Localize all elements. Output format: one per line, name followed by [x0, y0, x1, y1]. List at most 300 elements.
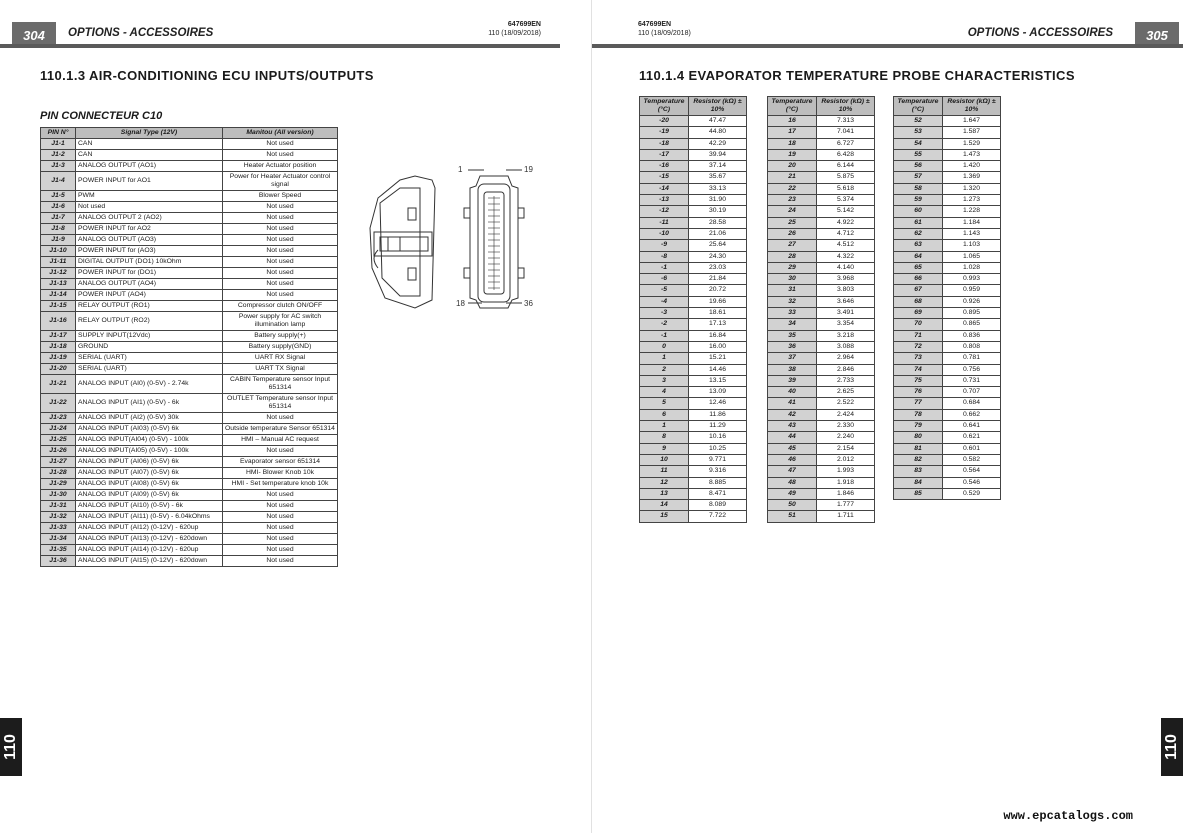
table-row [768, 138, 875, 149]
signal-type-cell: POWER INPUT (AO4) [76, 290, 223, 301]
table-row [41, 556, 338, 567]
manitou-cell: Not used [223, 279, 338, 290]
temperature-cell: 33 [768, 308, 817, 319]
chapter-side-tab-label: 110 [2, 734, 19, 760]
table-row [41, 161, 338, 172]
temperature-cell: 17 [768, 127, 817, 138]
table-row [41, 191, 338, 202]
table-row [894, 172, 1001, 183]
temperature-cell: -15 [640, 172, 689, 183]
resistance-cell: 13.09 [689, 387, 747, 398]
signal-type-cell: GROUND [76, 342, 223, 353]
connector-drawing [360, 158, 540, 318]
table-row [768, 398, 875, 409]
table-row [640, 116, 747, 127]
temperature-cell: 50 [768, 500, 817, 511]
signal-type-cell: ANALOG INPUT (AI2) (0-5V) 30k [76, 413, 223, 424]
signal-type-cell: DIGITAL OUTPUT (DO1) 10kOhm [76, 257, 223, 268]
table-row [640, 308, 747, 319]
manitou-cell: Not used [223, 224, 338, 235]
table-row [640, 398, 747, 409]
table-row [894, 161, 1001, 172]
table-row [768, 251, 875, 262]
temperature-cell: 85 [894, 488, 943, 499]
pin-number-cell: J1-20 [41, 364, 76, 375]
temperature-cell: 6 [640, 409, 689, 420]
pin-number-cell: J1-28 [41, 468, 76, 479]
table-row [768, 296, 875, 307]
signal-type-cell: ANALOG INPUT (AI07) (0-5V) 6k [76, 468, 223, 479]
manitou-cell: Compressor clutch ON/OFF [223, 301, 338, 312]
table-row [768, 341, 875, 352]
resistance-cell: 0.959 [943, 285, 1001, 296]
temperature-cell: 24 [768, 206, 817, 217]
table-row [768, 228, 875, 239]
table-row [894, 285, 1001, 296]
temperature-cell: 51 [768, 511, 817, 522]
resistance-cell: 4.512 [817, 240, 875, 251]
table-row [894, 341, 1001, 352]
temperature-cell: 14 [640, 500, 689, 511]
resistance-cell: 0.564 [943, 466, 1001, 477]
temperature-cell: 29 [768, 262, 817, 273]
resistance-cell: 7.722 [689, 511, 747, 522]
temperature-cell: 1 [640, 353, 689, 364]
table-row [894, 138, 1001, 149]
table-row [41, 479, 338, 490]
pin-number-cell: J1-8 [41, 224, 76, 235]
temperature-cell: 84 [894, 477, 943, 488]
manitou-cell: OUTLET Temperature sensor Input 651314 [223, 394, 338, 413]
resistance-cell: 1.143 [943, 228, 1001, 239]
temperature-cell: 78 [894, 409, 943, 420]
pin-number-cell: J1-5 [41, 191, 76, 202]
temperature-cell: 47 [768, 466, 817, 477]
table-row [41, 213, 338, 224]
pin-number-cell: J1-14 [41, 290, 76, 301]
table-row [894, 432, 1001, 443]
manitou-cell: UART RX Signal [223, 353, 338, 364]
table-row [640, 488, 747, 499]
table-row [894, 375, 1001, 386]
resistance-cell: 16.84 [689, 330, 747, 341]
manitou-cell: Not used [223, 446, 338, 457]
signal-type-cell: POWER INPUT for (AO3) [76, 246, 223, 257]
resistance-cell: 2.012 [817, 454, 875, 465]
manitou-cell: Outside temperature Sensor 651314 [223, 424, 338, 435]
temperature-cell: -1 [640, 262, 689, 273]
col-header-resistor: Resistor (kΩ) ± 10% [817, 97, 875, 116]
temperature-cell: 57 [894, 172, 943, 183]
table-row [768, 409, 875, 420]
signal-type-cell: SERIAL (UART) [76, 364, 223, 375]
temperature-cell: 37 [768, 353, 817, 364]
table-row [41, 172, 338, 191]
table-row [640, 240, 747, 251]
table-row [768, 364, 875, 375]
resistance-cell: 0.641 [943, 421, 1001, 432]
resistance-cell: 3.803 [817, 285, 875, 296]
resistance-cell: 0.684 [943, 398, 1001, 409]
table-row [768, 149, 875, 160]
signal-type-cell: ANALOG INPUT (AI13) (0-12V) - 620down [76, 534, 223, 545]
resistance-cell: 1.065 [943, 251, 1001, 262]
resistance-cell: 21.84 [689, 274, 747, 285]
resistance-cell: 15.21 [689, 353, 747, 364]
temperature-cell: 12 [640, 477, 689, 488]
temperature-cell: 58 [894, 183, 943, 194]
table-row [41, 468, 338, 479]
table-row [768, 353, 875, 364]
table-row [768, 500, 875, 511]
table-row [640, 127, 747, 138]
signal-type-cell: ANALOG INPUT (AI10) (0-5V) - 6k [76, 501, 223, 512]
resistance-cell: 1.320 [943, 183, 1001, 194]
resistance-cell: 1.993 [817, 466, 875, 477]
temperature-cell: -4 [640, 296, 689, 307]
pin-number-cell: J1-6 [41, 202, 76, 213]
table-row [768, 330, 875, 341]
manitou-cell: HMI- Blower Knob 10k [223, 468, 338, 479]
temperature-cell: 0 [640, 341, 689, 352]
table-row [894, 262, 1001, 273]
page-number-tab: 304 [12, 22, 56, 48]
resistance-cell: 2.522 [817, 398, 875, 409]
table-row [768, 116, 875, 127]
temperature-cell: 25 [768, 217, 817, 228]
connector-label-36: 36 [524, 299, 533, 308]
pin-number-cell: J1-24 [41, 424, 76, 435]
table-row [894, 116, 1001, 127]
table-row [640, 500, 747, 511]
table-row [894, 228, 1001, 239]
temperature-cell: 73 [894, 353, 943, 364]
table-row [894, 443, 1001, 454]
table-row [41, 534, 338, 545]
table-row [41, 279, 338, 290]
table-row [768, 319, 875, 330]
temperature-cell: 1 [640, 421, 689, 432]
chapter-side-tab-label: 110 [1163, 734, 1180, 760]
table-row [41, 501, 338, 512]
table-row [41, 331, 338, 342]
temperature-cell: -11 [640, 217, 689, 228]
pin-number-cell: J1-34 [41, 534, 76, 545]
resistance-cell: 2.625 [817, 387, 875, 398]
temperature-cell: 75 [894, 375, 943, 386]
section-title: 110.1.4 EVAPORATOR TEMPERATURE PROBE CHARACTERISTICS [639, 68, 1075, 83]
doc-reference [638, 20, 691, 38]
table-row [768, 387, 875, 398]
resistance-cell: 33.13 [689, 183, 747, 194]
table-row [640, 149, 747, 160]
manitou-cell: Not used [223, 490, 338, 501]
col-header-temperature: Temperature (°C) [640, 97, 689, 116]
resistance-cell: 0.836 [943, 330, 1001, 341]
temperature-cell: 70 [894, 319, 943, 330]
temperature-cell: 59 [894, 195, 943, 206]
section-name: OPTIONS - ACCESSOIRES [68, 27, 214, 39]
probe-table-1 [639, 96, 747, 523]
connector-side-view [370, 176, 435, 308]
table-row [768, 466, 875, 477]
pin-number-cell: J1-3 [41, 161, 76, 172]
pin-number-cell: J1-35 [41, 545, 76, 556]
resistance-cell: 1.777 [817, 500, 875, 511]
resistance-cell: 2.330 [817, 421, 875, 432]
resistance-cell: 0.808 [943, 341, 1001, 352]
resistance-cell: 3.088 [817, 341, 875, 352]
temperature-cell: 11 [640, 466, 689, 477]
table-row [768, 443, 875, 454]
table-row [768, 375, 875, 386]
table-row [894, 409, 1001, 420]
section-name: OPTIONS - ACCESSOIRES [967, 27, 1113, 39]
manitou-cell: Not used [223, 213, 338, 224]
table-row [41, 435, 338, 446]
resistance-cell: 28.58 [689, 217, 747, 228]
right-page [592, 0, 1183, 833]
signal-type-cell: ANALOG OUTPUT (AO4) [76, 279, 223, 290]
pin-number-cell: J1-32 [41, 512, 76, 523]
pin-number-cell: J1-22 [41, 394, 76, 413]
resistance-cell: 3.354 [817, 319, 875, 330]
temperature-cell: -16 [640, 161, 689, 172]
table-row [41, 490, 338, 501]
table-row [894, 466, 1001, 477]
resistance-cell: 31.90 [689, 195, 747, 206]
temperature-cell: 61 [894, 217, 943, 228]
resistance-cell: 0.756 [943, 364, 1001, 375]
temperature-cell: -12 [640, 206, 689, 217]
signal-type-cell: ANALOG INPUT (AI0) (0-5V) - 2.74k [76, 375, 223, 394]
table-row [640, 477, 747, 488]
resistance-cell: 7.313 [817, 116, 875, 127]
pin-number-cell: J1-21 [41, 375, 76, 394]
resistance-cell: 19.66 [689, 296, 747, 307]
table-row [41, 139, 338, 150]
signal-type-cell: POWER INPUT for AO2 [76, 224, 223, 235]
resistance-cell: 0.662 [943, 409, 1001, 420]
table-row [640, 432, 747, 443]
table-row [640, 443, 747, 454]
resistance-cell: 10.16 [689, 432, 747, 443]
table-row [894, 296, 1001, 307]
signal-type-cell: POWER INPUT for (DO1) [76, 268, 223, 279]
temperature-cell: 71 [894, 330, 943, 341]
temperature-cell: 77 [894, 398, 943, 409]
table-row [41, 394, 338, 413]
col-header-temperature: Temperature (°C) [894, 97, 943, 116]
table-row [640, 274, 747, 285]
table-row [894, 364, 1001, 375]
temperature-cell: 80 [894, 432, 943, 443]
temperature-cell: -6 [640, 274, 689, 285]
resistance-cell: 0.707 [943, 387, 1001, 398]
temperature-cell: 64 [894, 251, 943, 262]
table-row [41, 312, 338, 331]
resistance-cell: 1.184 [943, 217, 1001, 228]
resistance-cell: 0.926 [943, 296, 1001, 307]
temperature-cell: -2 [640, 319, 689, 330]
table-row [894, 183, 1001, 194]
temperature-cell: 76 [894, 387, 943, 398]
signal-type-cell: CAN [76, 150, 223, 161]
temperature-cell: -13 [640, 195, 689, 206]
manitou-cell: HMI - Set temperature knob 10k [223, 479, 338, 490]
col-header-resistor: Resistor (kΩ) ± 10% [943, 97, 1001, 116]
temperature-cell: 5 [640, 398, 689, 409]
temperature-cell: 15 [640, 511, 689, 522]
temperature-cell: 79 [894, 421, 943, 432]
table-row [768, 262, 875, 273]
left-page [0, 0, 591, 833]
connector-label-19: 19 [524, 165, 533, 174]
temperature-cell: 34 [768, 319, 817, 330]
pin-number-cell: J1-17 [41, 331, 76, 342]
manitou-cell: HMI – Manual AC request [223, 435, 338, 446]
pin-table [40, 127, 338, 567]
resistance-cell: 2.964 [817, 353, 875, 364]
signal-type-cell: ANALOG OUTPUT (AO3) [76, 235, 223, 246]
table-row [640, 454, 747, 465]
resistance-cell: 30.19 [689, 206, 747, 217]
temperature-cell: 2 [640, 364, 689, 375]
temperature-cell: 42 [768, 409, 817, 420]
header-bar [0, 44, 560, 48]
signal-type-cell: ANALOG OUTPUT (AO1) [76, 161, 223, 172]
table-row [894, 477, 1001, 488]
table-row [768, 274, 875, 285]
temperature-cell: -5 [640, 285, 689, 296]
resistance-cell: 0.731 [943, 375, 1001, 386]
temperature-cell: 81 [894, 443, 943, 454]
table-row [768, 172, 875, 183]
temperature-cell: -19 [640, 127, 689, 138]
signal-type-cell: ANALOG INPUT (AI06) (0-5V) 6k [76, 457, 223, 468]
manitou-cell: Not used [223, 512, 338, 523]
table-row [41, 290, 338, 301]
resistance-cell: 6.428 [817, 149, 875, 160]
manitou-cell: Evaporator sensor 651314 [223, 457, 338, 468]
table-row [640, 341, 747, 352]
signal-type-cell: ANALOG INPUT (AI15) (0-12V) - 620down [76, 556, 223, 567]
manitou-cell: Battery supply(GND) [223, 342, 338, 353]
chapter-side-tab [1161, 718, 1183, 776]
table-row [640, 195, 747, 206]
resistance-cell: 1.529 [943, 138, 1001, 149]
temperature-cell: 82 [894, 454, 943, 465]
table-row [41, 523, 338, 534]
table-row [640, 466, 747, 477]
table-row [768, 285, 875, 296]
temperature-cell: 18 [768, 138, 817, 149]
temperature-cell: 62 [894, 228, 943, 239]
table-row [41, 301, 338, 312]
table-row [894, 127, 1001, 138]
table-row [894, 488, 1001, 499]
table-row [768, 488, 875, 499]
resistance-cell: 18.61 [689, 308, 747, 319]
pin-number-cell: J1-10 [41, 246, 76, 257]
table-row [640, 409, 747, 420]
resistance-cell: 6.144 [817, 161, 875, 172]
table-row [640, 183, 747, 194]
pin-number-cell: J1-1 [41, 139, 76, 150]
pin-number-cell: J1-9 [41, 235, 76, 246]
pin-number-cell: J1-30 [41, 490, 76, 501]
table-row [768, 454, 875, 465]
pin-number-cell: J1-12 [41, 268, 76, 279]
temperature-cell: 43 [768, 421, 817, 432]
pin-number-cell: J1-36 [41, 556, 76, 567]
temperature-cell: 65 [894, 262, 943, 273]
footer-url[interactable]: www.epcatalogs.com [1003, 809, 1133, 823]
table-row [894, 251, 1001, 262]
temperature-cell: 48 [768, 477, 817, 488]
resistance-cell: 5.618 [817, 183, 875, 194]
table-row [41, 457, 338, 468]
resistance-cell: 2.154 [817, 443, 875, 454]
table-row [768, 308, 875, 319]
resistance-cell: 21.06 [689, 228, 747, 239]
resistance-cell: 1.369 [943, 172, 1001, 183]
resistance-cell: 1.228 [943, 206, 1001, 217]
table-row [41, 375, 338, 394]
resistance-cell: 2.424 [817, 409, 875, 420]
temperature-cell: 32 [768, 296, 817, 307]
table-row [640, 228, 747, 239]
temperature-cell: 54 [894, 138, 943, 149]
table-row [41, 268, 338, 279]
table-row [894, 308, 1001, 319]
table-row [640, 296, 747, 307]
temperature-cell: 52 [894, 116, 943, 127]
pin-number-cell: J1-11 [41, 257, 76, 268]
temperature-cell: 21 [768, 172, 817, 183]
manitou-cell: CABIN Temperature sensor Input 651314 [223, 375, 338, 394]
resistance-cell: 0.895 [943, 308, 1001, 319]
table-row [894, 240, 1001, 251]
signal-type-cell: PWM [76, 191, 223, 202]
temperature-cell: 10 [640, 454, 689, 465]
table-row [768, 183, 875, 194]
resistance-cell: 4.922 [817, 217, 875, 228]
temperature-cell: 20 [768, 161, 817, 172]
temperature-cell: 13 [640, 488, 689, 499]
resistance-cell: 12.46 [689, 398, 747, 409]
temperature-cell: 72 [894, 341, 943, 352]
temperature-cell: 36 [768, 341, 817, 352]
signal-type-cell: ANALOG INPUT (AI03) (0-5V) 6k [76, 424, 223, 435]
resistance-cell: 11.29 [689, 421, 747, 432]
manitou-cell: Not used [223, 257, 338, 268]
temperature-cell: 69 [894, 308, 943, 319]
signal-type-cell: CAN [76, 139, 223, 150]
resistance-cell: 4.712 [817, 228, 875, 239]
table-row [640, 387, 747, 398]
table-row [768, 477, 875, 488]
temperature-cell: 56 [894, 161, 943, 172]
table-row [41, 446, 338, 457]
resistance-cell: 1.420 [943, 161, 1001, 172]
pin-number-cell: J1-25 [41, 435, 76, 446]
temperature-cell: 83 [894, 466, 943, 477]
resistance-cell: 13.15 [689, 375, 747, 386]
temperature-cell: -18 [640, 138, 689, 149]
resistance-cell: 6.727 [817, 138, 875, 149]
probe-table-3 [893, 96, 1001, 500]
